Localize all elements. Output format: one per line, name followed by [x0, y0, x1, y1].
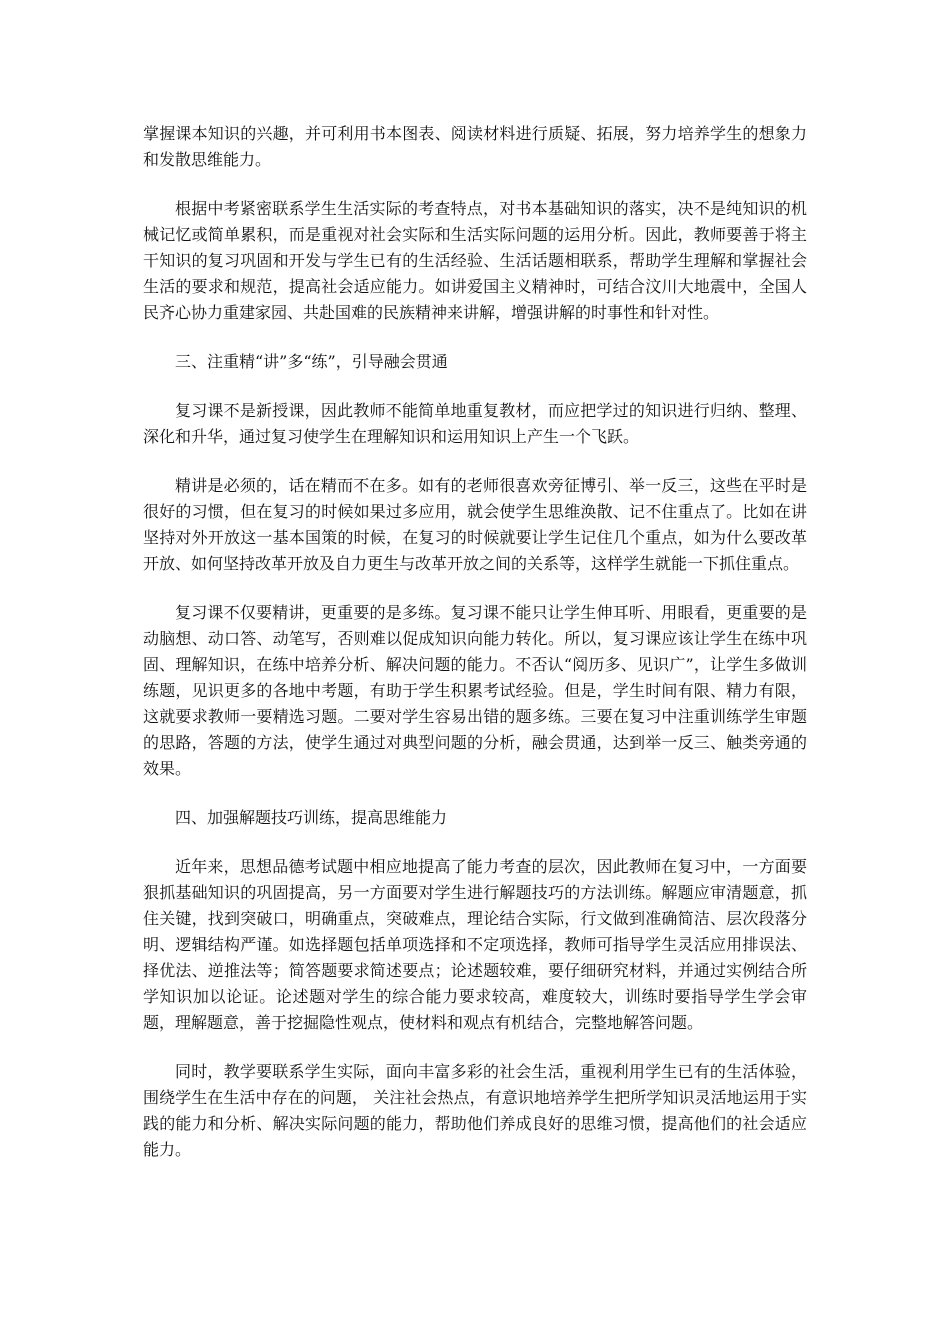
paragraph-more-practice: 复习课不仅要精讲，更重要的是多练。复习课不能只让学生伸耳听、用眼看，更重要的是动脑想、动口答、动笔写，否则难以促成知识向能力转化。所以，复习课应该让学生在练中巩固、理解知识，在练中培养分析、解决问题的能力。不否认“阅历多、见识广”，让学生多做训练题，见识更多的各地中考题，有助于学生积累考试经验。但是，学生时间有限、精力有限，这就要求教师一要精选习题。二要对学生容易出错的题多练。三要在复习中注重训练学生审题的思路，答题的方法，使学生通过对典型问题的分析，融会贯通，达到举一反三、触类旁通的效果。 [143, 603, 807, 778]
paragraph-life-practice: 根据中考紧密联系学生生活实际的考查特点，对书本基础知识的落实，决不是纯知识的机械记忆或简单累积，而是重视对社会实际和生活实际问题的运用分析。因此，教师要善于将主干知识的复习巩固和开发与学生已有的生活经验、生活话题相联系，帮助学生理解和掌握社会生活的要求和规范，提高社会适应能力。如讲爱国主义精神时，可结合汶川大地震中，全国人民齐心协力重建家园、共赴国难的民族精神来讲解，增强讲解的时事性和针对性。 [143, 199, 807, 322]
section-heading-four: 四、加强解题技巧训练，提高思维能力 [175, 808, 448, 827]
paragraph-review-class: 复习课不是新授课，因此教师不能简单地重复教材，而应把学过的知识进行归纳、整理、深化和升华，通过复习使学生在理解知识和运用知识上产生一个飞跃。 [143, 401, 807, 446]
paragraph-continuation: 掌握课本知识的兴趣，并可利用书本图表、阅读材料进行质疑、拓展，努力培养学生的想象力和发散思维能力。 [143, 124, 807, 169]
paragraph-real-life: 同时，教学要联系学生实际，面向丰富多彩的社会生活，重视利用学生已有的生活体验，围绕学生在生活中存在的问题， 关注社会热点，有意识地培养学生把所学知识灵活地运用于实践的能力和分析、解决实际问题的能力，帮助他们养成良好的思维习惯，提高他们的社会适应能力。 [143, 1062, 807, 1159]
document-page [143, 121, 807, 1186]
paragraph-problem-solving: 近年来，思想品德考试题中相应地提高了能力考查的层次，因此教师在复习中，一方面要狠抓基础知识的巩固提高，另一方面要对学生进行解题技巧的方法训练。解题应审清题意，抓住关键，找到突破口，明确重点，突破难点，理论结合实际，行文做到准确简洁、层次段落分明、逻辑结构严谨。如选择题包括单项选择和不定项选择，教师可指导学生灵活应用排误法、择优法、逆推法等；简答题要求简述要点；论述题较难，要仔细研究材料，并通过实例结合所学知识加以论证。论述题对学生的综合能力要求较高，难度较大，训练时要指导学生学会审题，理解题意，善于挖掘隐性观点，使材料和观点有机结合，完整地解答问题。 [143, 857, 807, 1032]
section-heading-three: 三、注重精“讲”多“练”，引导融会贯通 [175, 352, 448, 371]
paragraph-concise-lecture: 精讲是必须的，话在精而不在多。如有的老师很喜欢旁征博引、举一反三，这些在平时是很好的习惯，但在复习的时候如果过多应用，就会使学生思维涣散、记不住重点了。比如在讲坚持对外开放这一基本国策的时候，在复习的时候就要让学生记住几个重点，如为什么要改革开放、如何坚持改革开放及自力更生与改革开放之间的关系等，这样学生就能一下抓住重点。 [143, 476, 807, 573]
